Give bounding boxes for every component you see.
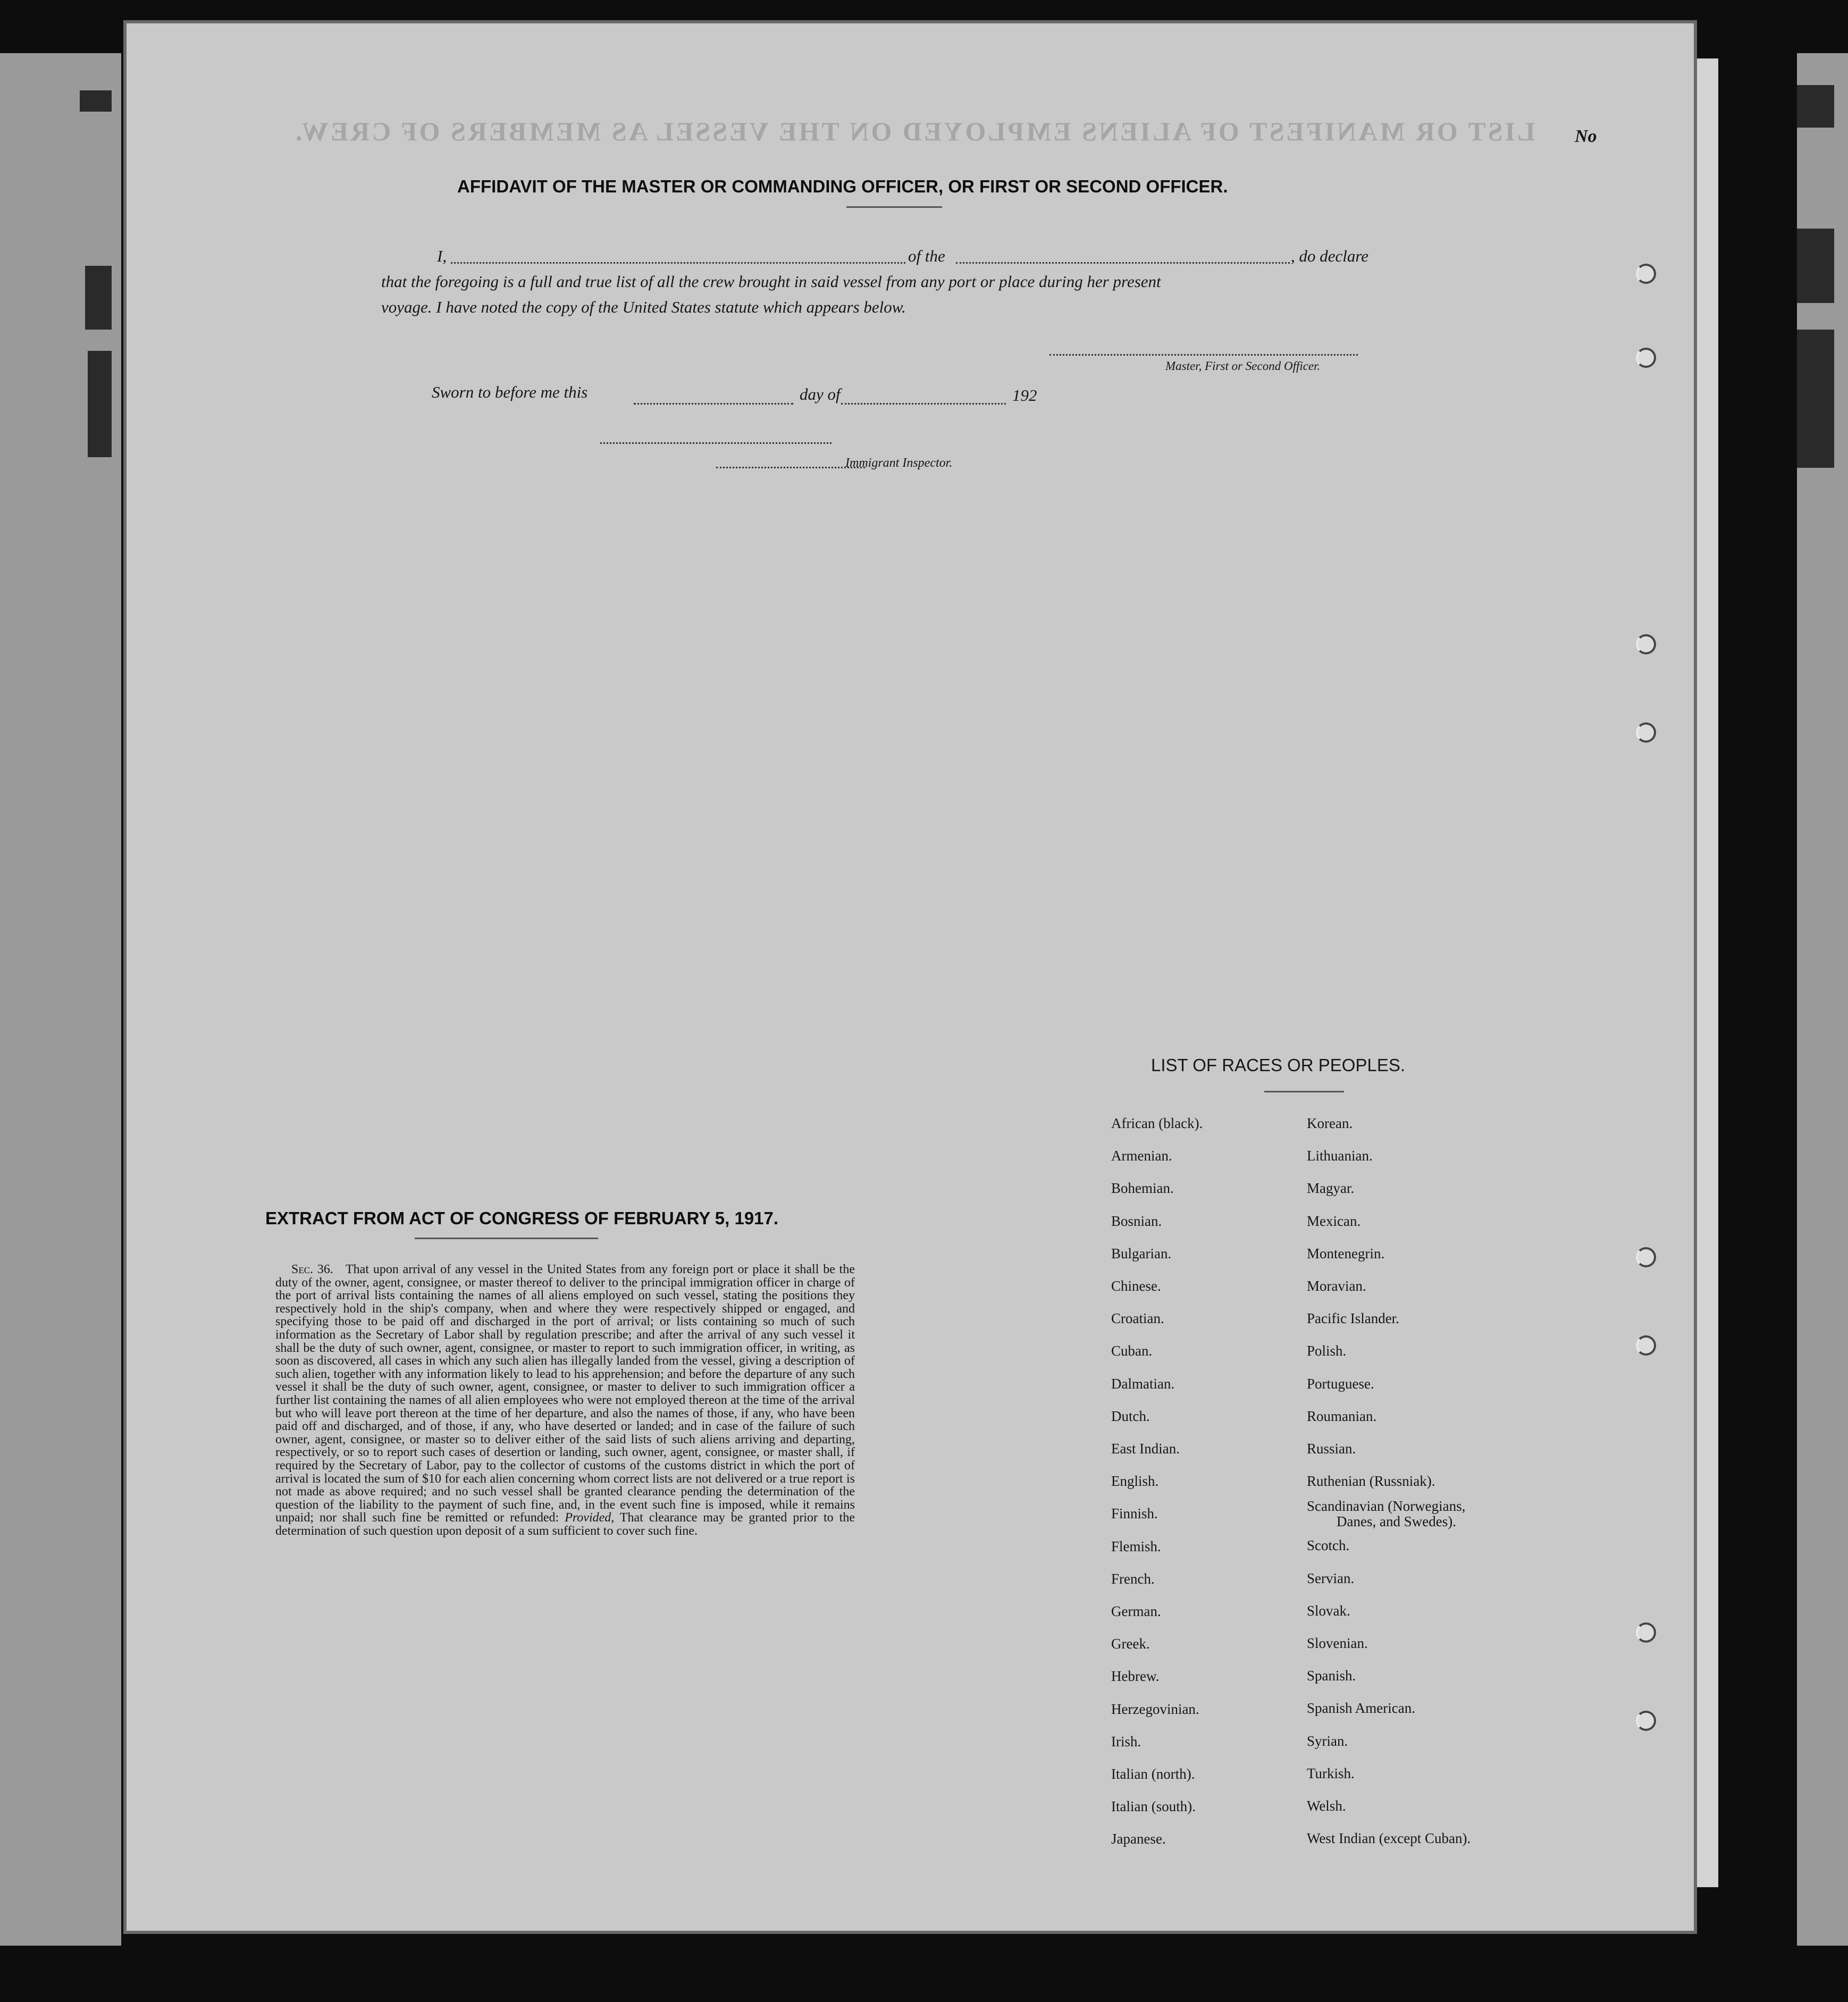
master-name-field[interactable] — [451, 262, 905, 264]
officer-signature-label: Master, First or Second Officer. — [1165, 359, 1321, 373]
affidavit-line-1-end: , do declare — [1291, 247, 1369, 265]
race-item: Syrian. — [1307, 1732, 1348, 1749]
race-item: Croatian. — [1111, 1310, 1164, 1327]
race-item: Finnish. — [1111, 1505, 1158, 1522]
race-item: Ruthenian (Russniak). — [1307, 1473, 1435, 1490]
extract-section-label: Sec. 36. — [291, 1263, 333, 1276]
race-item: Magyar. — [1307, 1180, 1355, 1197]
race-item: Flemish. — [1111, 1538, 1161, 1554]
affidavit-line-1-start: I, — [437, 247, 447, 265]
inspector-label: Immigrant Inspector. — [845, 456, 953, 470]
race-item: Armenian. — [1111, 1148, 1172, 1164]
race-item: Russian. — [1307, 1441, 1356, 1457]
race-item: Scotch. — [1307, 1537, 1350, 1554]
sworn-line-mid: day of — [800, 385, 841, 403]
extract-text: That upon arrival of any vessel in the United States from any foreign port or place it shall be the duty of the owner, agent, consignee, or master thereof to deliver to the principal immigration officer in charge of the port of arrival lists containing the names of all aliens employed on such vessel, stating the positions they respectively hold in the ship's company, when and where they were respectively shipped or engaged, and specifying those to be paid off and discharged in the port of arrival; or lists containing so much of such information as the Secretary of Labor shall by regulation prescribe; and after the arrival of any such vessel it shall be the duty of such owner, agent, consignee, or master to report to such immigration officer, in writing, as soon as discovered, all cases in which any such alien has illegally landed from the vessel, giving a description of such alien, together with any information likely to lead to his apprehension; and before the departure of any such vessel it shall be the duty of such owner, agent, consignee, or master to deliver to such immigration officer a further list containing the names of all alien employees who were not employed thereon at the time of the arrival but who will leave port thereon at the time of her departure, and also the names of those, if any, who have been paid off and discharged, and of those, if any, who have deserted or landed; and in case of the failure of such owner, agent, consignee, or master so to deliver either of the said lists of such aliens arriving and departing, respectively, or so to report such cases of desertion or landing, such owner, agent, consignee, or master shall, if required by the Secretary of Labor, pay to the collector of customs of the customs district in which the port of arrival is located the sum of $10 for each alien concerning whom correct lists are not delivered or a true report is not made as above required; and no such vessel shall be granted clearance pending the determination of the question of the liability to the payment of such fine, and, in the event such fine is imposed, while it remains unpaid; nor shall such fine be remitted or refunded: — [275, 1263, 855, 1525]
punch-hole-icon — [1636, 1711, 1656, 1731]
affidavit-line-2: that the foregoing is a full and true list of all the crew brought in said vessel from any port or place during her present — [381, 272, 1161, 291]
punch-hole-icon — [1636, 348, 1656, 368]
inspector-station-field[interactable] — [716, 467, 865, 468]
manifest-number-prefix: No — [1575, 127, 1597, 146]
race-item-line: Danes, and Swedes). — [1337, 1513, 1456, 1530]
race-item-line: Scandinavian (Norwegians, — [1307, 1498, 1466, 1515]
race-item: Bosnian. — [1111, 1213, 1162, 1229]
extract-body — [275, 1263, 855, 1537]
left-frame-mark — [88, 351, 112, 457]
race-item: German. — [1111, 1603, 1161, 1620]
races-right-column — [1307, 1107, 1471, 1855]
race-item: Irish. — [1111, 1733, 1141, 1749]
race-item: English. — [1111, 1473, 1159, 1490]
races-title: LIST OF RACES OR PEOPLES. — [1151, 1055, 1406, 1075]
race-item: African (black). — [1111, 1115, 1203, 1131]
race-item: Welsh. — [1307, 1798, 1346, 1814]
extract-title: EXTRACT FROM ACT OF CONGRESS OF FEBRUARY 5, 1917. — [265, 1208, 779, 1228]
race-item: Montenegrin. — [1307, 1245, 1385, 1261]
race-item: Herzegovinian. — [1111, 1701, 1199, 1717]
race-item: Chinese. — [1111, 1278, 1161, 1294]
punch-hole-icon — [1636, 1247, 1656, 1267]
punch-hole-icon — [1636, 634, 1656, 654]
right-frame-mark — [1797, 85, 1834, 128]
sworn-month-field[interactable] — [841, 403, 1006, 405]
extract-provided: Provided, — [565, 1511, 615, 1525]
race-item: Servian. — [1307, 1570, 1355, 1586]
left-frame-mark — [85, 266, 112, 330]
race-item: Japanese. — [1111, 1831, 1166, 1847]
race-item: Mexican. — [1307, 1213, 1361, 1229]
ghost-manifest-header: LIST OR MANIFEST OF ALIENS EMPLOYED ON THE VESSEL AS MEMBERS OF CREW. — [293, 116, 1535, 146]
sworn-day-field[interactable] — [634, 403, 793, 405]
race-item: French. — [1111, 1570, 1155, 1587]
race-item: Spanish American. — [1307, 1700, 1415, 1717]
punch-hole-icon — [1636, 722, 1656, 743]
vessel-name-field[interactable] — [956, 262, 1290, 264]
race-item: Bulgarian. — [1111, 1245, 1172, 1261]
race-item: Slovak. — [1307, 1602, 1350, 1619]
race-item — [1307, 1498, 1471, 1529]
left-frame-mark — [80, 90, 112, 112]
race-item: Bohemian. — [1111, 1180, 1174, 1197]
race-item: Lithuanian. — [1307, 1148, 1373, 1164]
affidavit-title: AFFIDAVIT OF THE MASTER OR COMMANDING OFFICER, OR FIRST OR SECOND OFFICER. — [457, 176, 1228, 196]
race-item: Dutch. — [1111, 1408, 1150, 1424]
race-item: West Indian (except Cuban). — [1307, 1830, 1471, 1847]
race-item: Cuban. — [1111, 1343, 1153, 1359]
race-item: Polish. — [1307, 1343, 1347, 1359]
inspector-signature-field[interactable] — [600, 442, 831, 444]
race-item: Hebrew. — [1111, 1668, 1160, 1685]
right-adjacent-frame — [1797, 53, 1848, 1946]
race-item: Spanish. — [1307, 1668, 1356, 1684]
race-item: Dalmatian. — [1111, 1375, 1175, 1392]
race-item: Portuguese. — [1307, 1375, 1374, 1392]
race-item: Slovenian. — [1307, 1635, 1368, 1652]
affidavit-line-3: voyage. I have noted the copy of the United States statute which appears below. — [381, 298, 906, 316]
races-left-column — [1111, 1107, 1203, 1856]
page-right-edge — [1697, 58, 1718, 1887]
right-frame-mark — [1797, 330, 1834, 468]
affidavit-line-1-mid: of the — [908, 247, 945, 265]
sworn-year: 192 — [1012, 386, 1037, 405]
race-item: Pacific Islander. — [1307, 1310, 1399, 1327]
race-item: Turkish. — [1307, 1765, 1355, 1781]
race-item: Italian (north). — [1111, 1766, 1195, 1782]
left-adjacent-frame — [0, 53, 121, 1946]
race-item: East Indian. — [1111, 1441, 1180, 1457]
race-item: Korean. — [1307, 1115, 1353, 1131]
extract-text-end: That clearance may be granted prior to the determination of such question upon deposit of a sum sufficient to cover such fine. — [275, 1511, 855, 1538]
race-item: Italian (south). — [1111, 1798, 1196, 1815]
race-item: Greek. — [1111, 1636, 1150, 1652]
punch-hole-icon — [1636, 1622, 1656, 1643]
punch-hole-icon — [1636, 264, 1656, 284]
race-item: Roumanian. — [1307, 1408, 1377, 1424]
race-item: Moravian. — [1307, 1278, 1366, 1294]
races-title-rule — [1264, 1091, 1344, 1092]
officer-signature-field[interactable] — [1049, 354, 1358, 356]
right-frame-mark — [1797, 229, 1834, 303]
sworn-line-start: Sworn to before me this — [432, 383, 588, 401]
affidavit-title-rule — [846, 206, 942, 208]
extract-title-rule — [415, 1238, 598, 1239]
punch-hole-icon — [1636, 1335, 1656, 1356]
